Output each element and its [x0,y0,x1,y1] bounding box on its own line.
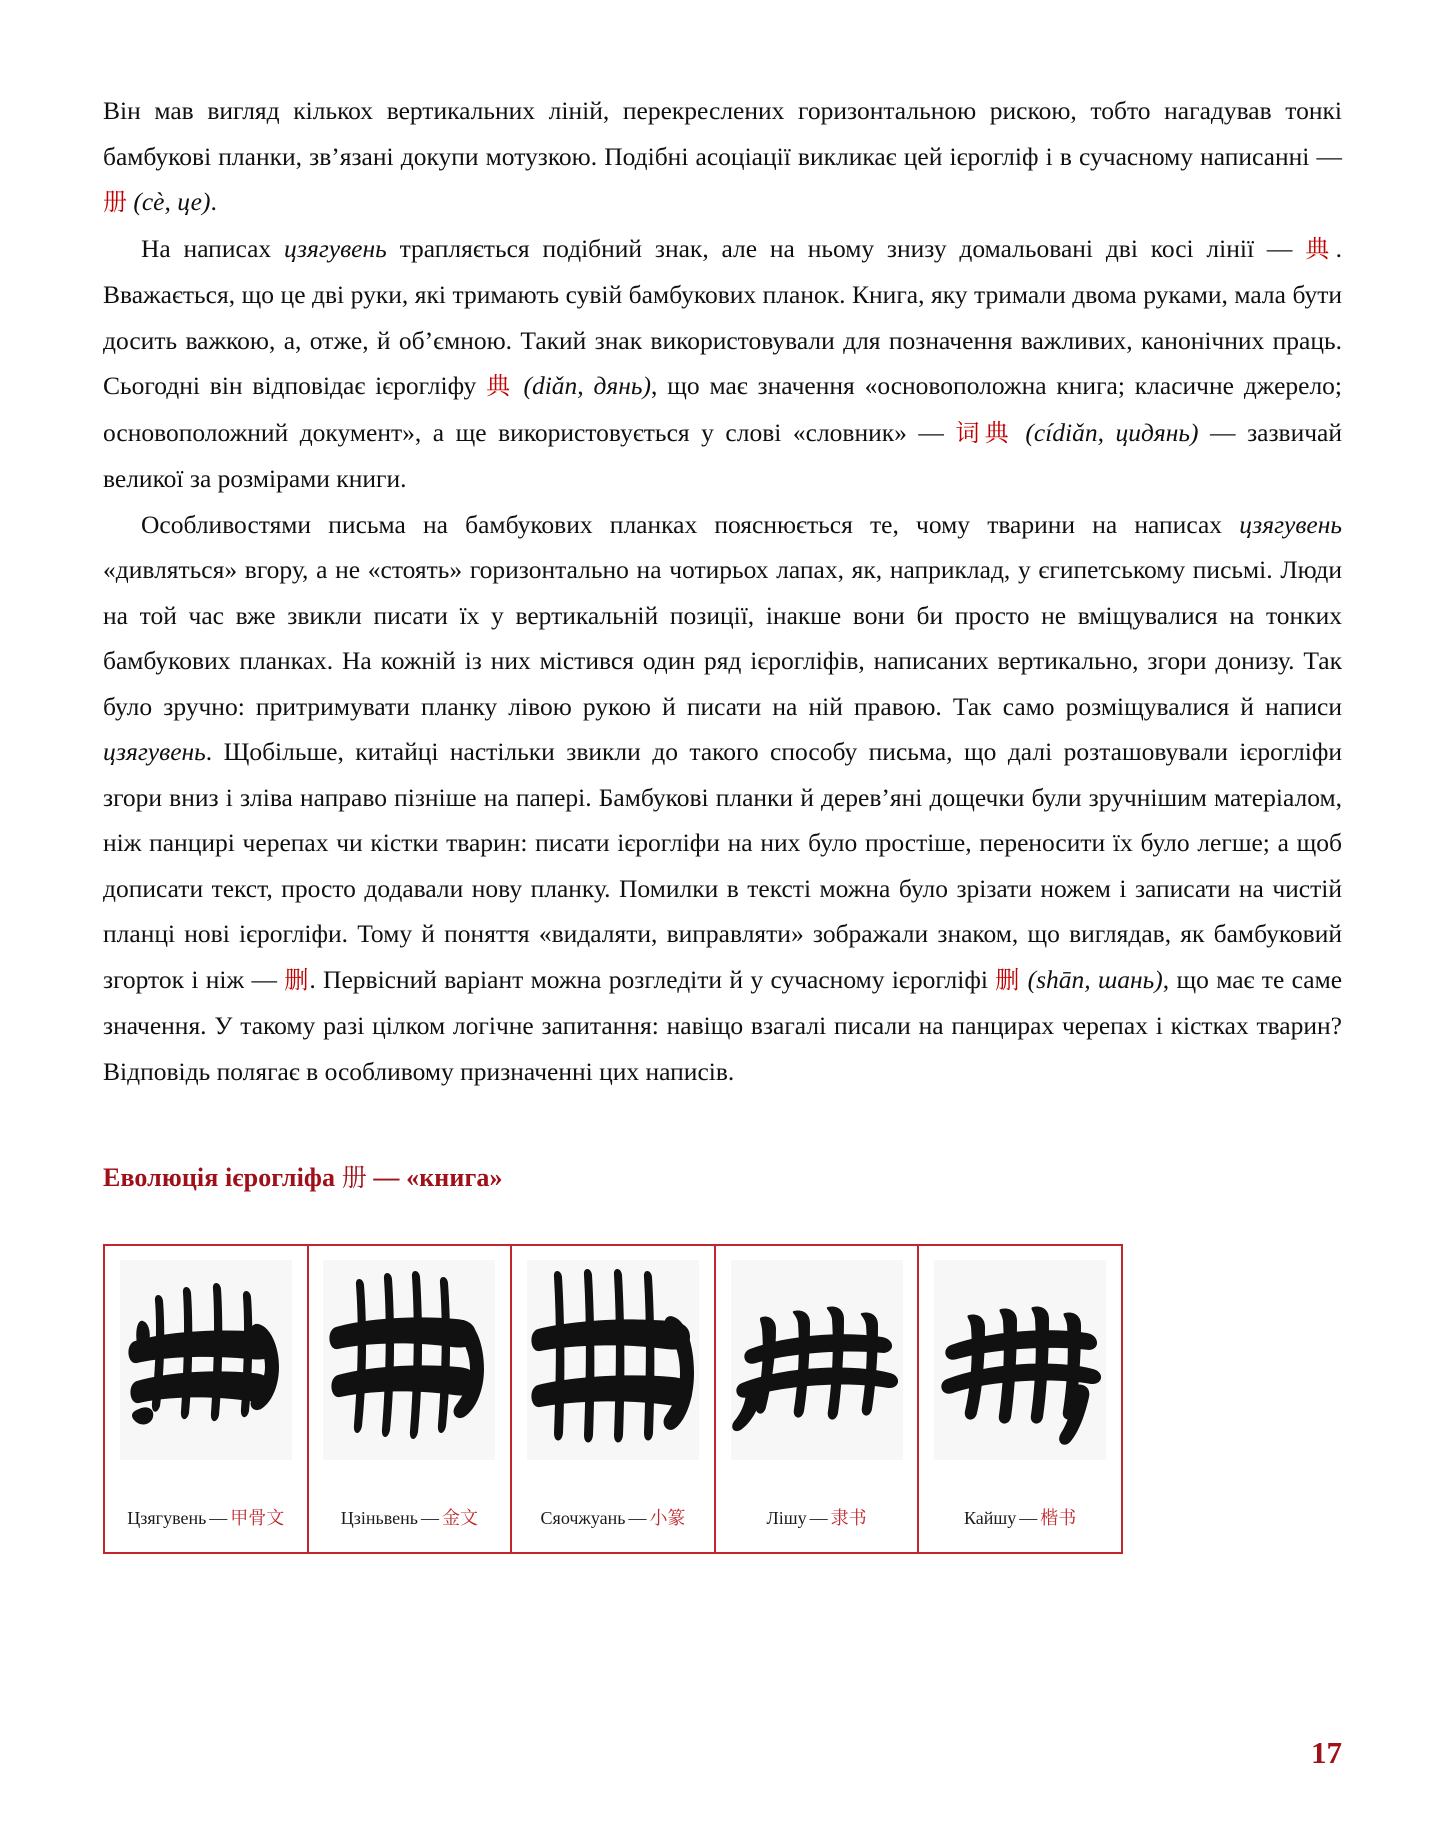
caption-dash: — [420,1508,439,1528]
caption-script-name: 金文 [441,1508,478,1529]
glyph-bronze-icon [323,1260,495,1460]
inline-text: . Щобільше, китайці настільки звикли до такого способу письма, що далі розташовували ієрогліфи згори вниз і зліва направо пізніше на папері. Бамбукові планки й дерев’яні дощечки були зручнішим матеріалом, ніж панцирі черепах чи кістки тварин: писати ієрогліфи на них було простіше, переносити їх було легше; а щоб дописати текст, просто додавали нову планку. Помилки в тексті можна було зрізати ножем і записати на чистій планці нові ієрогліфи. Тому й поняття «видаляти, виправляти» зображали знаком, що виглядав, як бамбуковий згорток і ніж — [103,737,1342,994]
glyph-seal-icon [527,1260,699,1460]
evolution-cell-clerical [716,1246,920,1552]
inline-hanzi: 典 [486,372,514,400]
caption-dash: — [1019,1508,1038,1528]
inline-italic: (cídiǎn, цидянь) [1025,417,1199,447]
glyph-regular-icon [934,1260,1106,1460]
glyph-oracle-bone-icon [120,1260,292,1460]
inline-text: , що має значення «основоположна книга; класичне джерело; основоположний документ», а ще використовується у слові «словник» — [103,371,1343,447]
evolution-table [103,1244,1123,1554]
paragraph-1 [103,88,1342,226]
inline-text: трапляється подібний знак, але на ньому знизу домальовані дві косі лінії — [386,233,1306,263]
inline-text: На написах [141,233,284,263]
evolution-cell-regular [919,1246,1121,1552]
caption-dash: — [628,1508,647,1528]
paragraph-2 [103,226,1342,502]
caption-label: Лішу [766,1508,807,1528]
caption-label: Сяочжуань [540,1508,626,1528]
inline-text: . [210,187,217,216]
caption-dash: — [209,1508,228,1528]
inline-italic: (diǎn, дянь) [523,371,652,400]
heading-text-after: — «книга» [366,1163,503,1192]
caption-script-name: 隶书 [830,1508,867,1529]
heading-hanzi-ce: 册 [341,1163,367,1192]
inline-text [1014,418,1026,447]
paragraph-3 [103,502,1342,1095]
caption-label: Кайшу [964,1508,1017,1528]
inline-italic: цзягувень [283,233,387,263]
caption-dash: — [809,1508,828,1528]
inline-hanzi: 删 [995,965,1021,994]
evolution-caption-bronze [309,1504,511,1530]
inline-text: . Вважається, що це дві руки, які тримають сувій бамбукових планок. Книга, яку тримали двома руками, мала бути досить важкою, а, отже, й об’ємною. Такий знак використовували для позначення важливих, канонічних праць. Сьогодні він відповідає ієрогліфу [103,233,1343,400]
caption-script-name: 楷书 [1040,1508,1077,1529]
inline-text: «дивляться» вгору, а не «стоять» горизонтально на чотирьох лапах, як, наприклад, у єгипетському письмі. Люди на той час вже звикли писати їх у вертикальній позиції, інакше вони би просто не вміщувалися на тонких бамбукових планках. На кожній із них містився один ряд ієрогліфів, написаних вертикально, згори донизу. Так було зручно: притримувати планку лівою рукою й писати на ній правою. Так само розміщувалися й написи [103,555,1342,721]
evolution-caption-clerical [716,1504,918,1530]
inline-hanzi: 册 [103,188,127,216]
inline-text: . Первісний варіант можна розгледіти й у сучасному ієрогліфі [309,964,996,994]
caption-script-name: 甲骨文 [230,1508,285,1529]
inline-hanzi: 删 [284,965,310,994]
evolution-caption-seal [512,1504,714,1530]
page-number: 17 [1311,1735,1342,1770]
inline-text: , що має те саме значення. У такому разі цілком логічне запитання: навіщо взагалі писали на панцирах черепах і кістках тварин? Відповідь полягає в особливому призначенні цих написів. [103,964,1343,1086]
inline-text: Він мав вигляд кількох вертикальних ліній, перекреслених горизонтальною рискою, тобто нагадував тонкі бамбукові планки, зв’язані докупи мотузкою. Подібні асоціації викликає цей ієрогліф і в сучасному написанні — [103,96,1342,171]
inline-hanzi: 词典 [955,418,1014,447]
inline-text [514,371,524,400]
evolution-caption-regular [919,1504,1121,1530]
evolution-cell-bronze [309,1246,513,1552]
inline-text [1020,965,1027,994]
inline-italic: цзягувень [1239,509,1342,539]
evolution-cell-seal [512,1246,716,1552]
inline-text: — зазвичай великої за розмірами книги. [103,417,1343,493]
heading-text-before: Еволюція ієрогліфа [103,1163,342,1192]
evolution-caption-oracle-bone [105,1504,307,1530]
inline-italic: (shān, шань) [1027,964,1163,994]
glyph-clerical-icon [731,1260,903,1460]
inline-italic: (cè, це) [133,187,211,216]
inline-hanzi: 典 [1305,234,1336,263]
article-body [103,88,1342,1094]
inline-text: Особливостями письма на бамбукових планках пояснюється те, чому тварини на написах [141,509,1240,539]
caption-label: Цзіньвень [340,1508,418,1528]
caption-script-name: 小篆 [649,1508,686,1529]
section-heading [103,1158,1342,1194]
evolution-cell-oracle-bone [105,1246,309,1552]
inline-italic: цзягувень [103,737,206,766]
caption-label: Цзягувень [127,1508,207,1528]
